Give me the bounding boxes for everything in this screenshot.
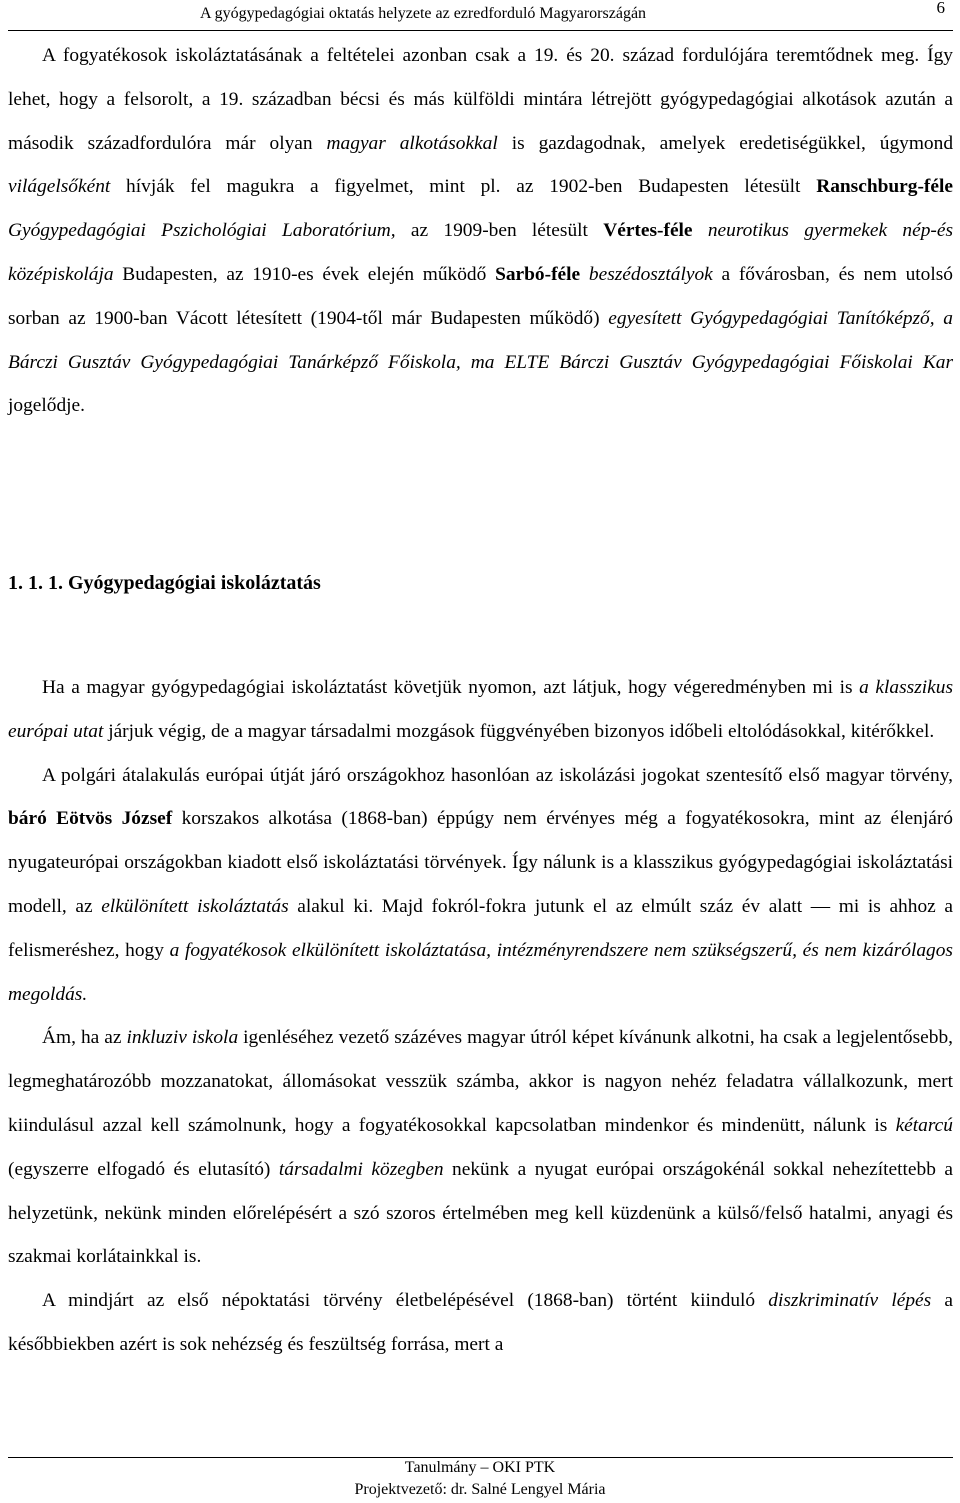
paragraph-5	[8, 1279, 953, 1367]
running-title: A gyógypedagógiai oktatás helyzete az ezredforduló Magyarországán	[200, 5, 647, 22]
page-header	[8, 0, 953, 31]
bold-run: Sarbó-féle	[495, 263, 581, 285]
italic-run: inkluziv iskola	[126, 1027, 239, 1049]
italic-run: társadalmi közegben	[278, 1158, 444, 1180]
text-run: nekünk a nyugat európai országokénál sokkal nehezítettebb a helyzetünk, nekünk minden előrelépésért a szó szoros értelmében meg kell küzdenünk a külső/felső hatalmi, anyagi és szakmai korlátainkkal is.	[8, 1158, 953, 1268]
section-heading: 1. 1. 1. Gyógypedagógiai iskoláztatás	[8, 572, 321, 594]
text-run: is gazdagodnak, amelyek eredetiségükkel, úgymond	[497, 132, 954, 154]
footer-line-1: Tanulmány – OKI PTK	[404, 1459, 556, 1476]
footer-rule	[8, 1457, 953, 1458]
section-body	[8, 666, 953, 1367]
italic-run: a fogyatékosok elkülönített iskoláztatása, intézményrendszere nem szükségszerű, és nem kizárólagos megoldás.	[8, 939, 953, 1005]
paragraph-3	[8, 754, 953, 1017]
italic-run: diszkriminatív lépés	[768, 1290, 932, 1312]
italic-run: magyar alkotásokkal	[326, 132, 498, 154]
text-run: jogelődje.	[8, 395, 86, 417]
text-run: hívják fel magukra a figyelmet, mint pl. az 1902-ben Budapesten létesült	[110, 176, 817, 198]
paragraph-2	[8, 666, 953, 754]
page-number: 6	[936, 0, 945, 17]
text-run: A fogyatékosok iskoláztatásának a feltételei azonban csak a 19. és 20. század fordulójára teremtődnek meg. Így lehet, hogy a felsorolt, a 19. században bécsi és más külföldi mintára létrejött gyógypedagógiai alkotások azután a második századfordulóra már olyan	[8, 45, 953, 154]
text-run: igenléséhez vezető százéves magyar útról képet kívánunk alkotni, ha csak a legjelentősebb, legmeghatározóbb mozzanatokat, állomásokat vesszük számba, akkor is nagyon nehéz feladatra vállalkozunk, mert kiindulásul azzal kell számolnunk, hogy a fogyatékosokkal kapcsolatban mindenkor és mindenütt, nálunk is	[8, 1027, 953, 1136]
paragraph-1	[8, 34, 953, 428]
paragraph-4	[8, 1016, 953, 1279]
italic-run: egyesített Gyógypedagógiai Tanítóképző, a Bárczi Gusztáv Gyógypedagógiai Tanárképző Főiskola, ma ELTE Bárczi Gusztáv Gyógypedagógiai Főiskolai Kar	[8, 307, 953, 373]
text-run: korszakos alkotása (1868-ban) éppúgy nem érvényes még a fogyatékosokra, mint az élenjáró nyugateurópai országokban kiadott első iskoláztatási törvények. Így nálunk is a klasszikus gyógypedagógiai iskoláztatási modell, az	[8, 808, 953, 917]
text-run: az 1909-ben létesült	[395, 220, 604, 242]
italic-run: világelsőként	[8, 176, 111, 198]
page-footer	[0, 1457, 960, 1501]
text-run: járjuk végig, de a magyar társadalmi mozgások függvényében bizonyos időbeli eltolódásokkal, kitérőkkel.	[103, 720, 935, 742]
text-run: Budapesten, az 1910-es évek elején működő	[113, 263, 496, 285]
text-run: A mindjárt az első népoktatási törvény életbelépésével (1868-ban) történt kiinduló	[42, 1290, 769, 1312]
text-run: a későbbiekben azért is sok nehézség és feszültség forrása, mert a	[8, 1290, 953, 1355]
italic-run: Gyógypedagógiai Pszichológiai Laboratórium,	[8, 220, 396, 242]
text-run: Ám, ha az	[42, 1027, 127, 1049]
italic-run: elkülönített iskoláztatás	[101, 895, 289, 917]
text-run: alakul ki. Majd fokról-fokra jutunk el az elmúlt száz év alatt — mi is ahhoz a felismeréshez, hogy	[8, 895, 953, 961]
bold-run: Vértes-féle	[603, 220, 693, 242]
italic-run: kétarcú	[895, 1114, 953, 1136]
text-run	[580, 264, 589, 285]
bold-run: Ranschburg-féle	[816, 176, 953, 198]
text-run: a fővárosban, és nem utolsó sorban az 1900-ban Vácott létesített (1904-től már Budapesten működő)	[8, 263, 953, 329]
text-run: Ha a magyar gyógypedagógiai iskoláztatást követjük nyomon, azt látjuk, hogy végeredményben mi is	[42, 677, 860, 698]
bold-run: báró Eötvös József	[8, 808, 173, 830]
italic-run: a klasszikus európai utat	[8, 677, 953, 742]
text-run	[693, 220, 708, 241]
text-run: (egyszerre elfogadó és elutasító)	[8, 1158, 279, 1180]
text-run: A polgári átalakulás európai útját járó országokhoz hasonlóan az iskolázási jogokat szentesítő első magyar törvény,	[42, 764, 953, 786]
footer-line-2: Projektvezető: dr. Salné Lengyel Mária	[354, 1481, 606, 1498]
page-body	[8, 34, 954, 1355]
italic-run: beszédosztályok	[588, 263, 713, 285]
italic-run: neurotikus gyermekek nép-és középiskolája	[8, 220, 954, 285]
